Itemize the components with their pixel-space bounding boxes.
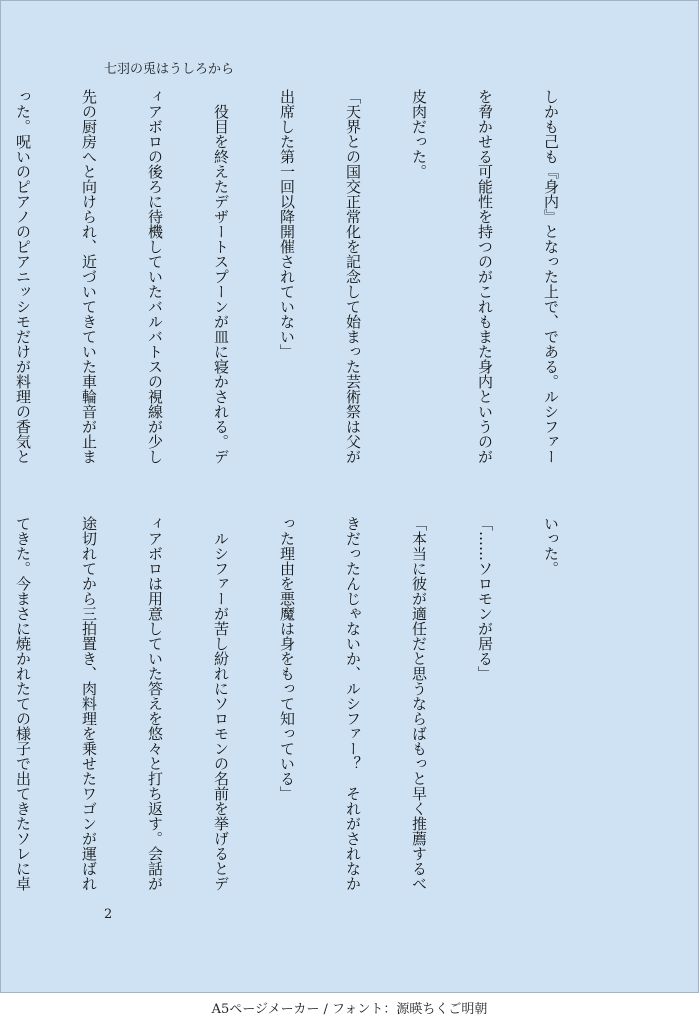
text-line: 皮肉だった。: [410, 89, 428, 179]
footer-credit: A5ページメーカー / フォント：源暎ちくご明朝: [211, 1002, 488, 1017]
text-line: 途切れてから三拍置き、肉料理を乗せたワゴンが運ばれ: [80, 516, 98, 891]
text-block-lower: [0, 516, 606, 906]
text-line: きだったんじゃないか、ルシファー？ それがされなか: [344, 516, 362, 891]
text-line: ィアボロの後ろに待機していたバルバトスの視線が少し: [146, 89, 164, 464]
page-number: 2: [104, 907, 113, 922]
text-line: ルシファーが苦し紛れにソロモンの名前を挙げるとデ: [212, 516, 230, 891]
text-line: った。呪いのピアノのピアニッシモだけが料理の香気と: [14, 89, 32, 464]
text-line: を脅かせる可能性を持つのがこれもまた身内というのが: [476, 89, 494, 464]
text-line: 先の厨房へと向けられ、近づいてきていた車輪音が止ま: [80, 89, 98, 464]
text-line: ィアボロは用意していた答えを悠々と打ち返す。会話が: [146, 516, 164, 891]
text-line: てきた。今まさに焼かれたての様子で出てきたソレに卓: [14, 516, 32, 891]
text-line: いった。: [542, 516, 560, 576]
text-line: 役目を終えたデザートスプーンが皿に寝かされる。デ: [212, 89, 230, 464]
text-line: しかも己も『身内』となった上で、である。ルシファー: [542, 89, 560, 464]
text-line: 「本当に彼が適任だと思うならばもっと早く推薦するべ: [410, 516, 428, 891]
text-line: った理由を悪魔は身をもって知っている」: [278, 516, 296, 801]
text-line: 「天界との国交正常化を記念して始まった芸術祭は父が: [344, 89, 362, 464]
text-line: 「……ソロモンが居る」: [476, 516, 494, 681]
text-block-upper: [0, 89, 606, 479]
page-header-title: 七羽の兎はうしろから: [104, 62, 235, 77]
text-line: 出席した第一回以降開催されていない」: [278, 89, 296, 359]
